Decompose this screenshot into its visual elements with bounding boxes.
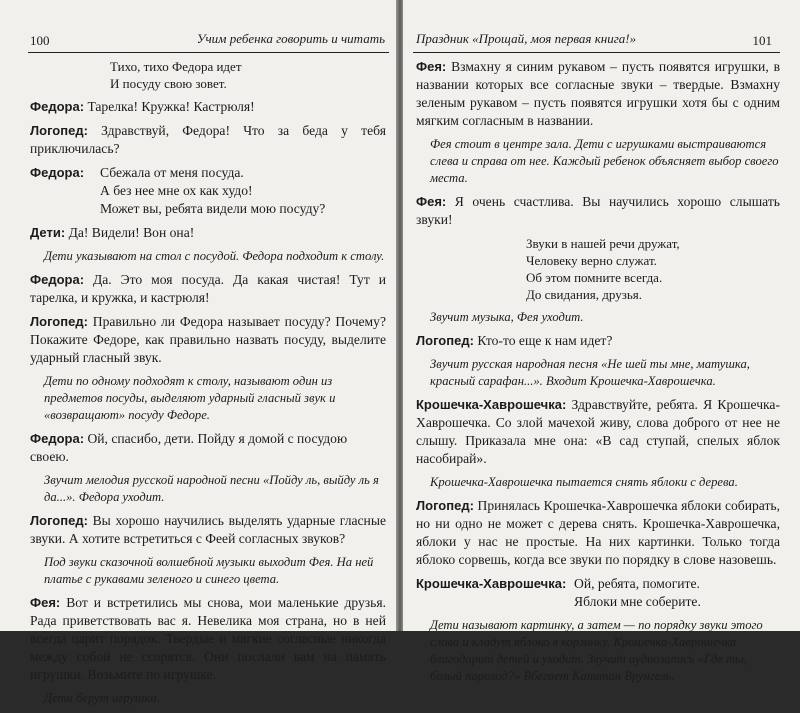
speech-text: Ой, спасибо, дети. Пойду я домой с посудою своею. bbox=[30, 431, 348, 464]
speaker: Федора: bbox=[30, 99, 85, 114]
running-title: Праздник «Прощай, моя первая книга!» bbox=[416, 31, 637, 46]
speaker: Логопед: bbox=[416, 333, 474, 348]
speech bbox=[416, 332, 780, 350]
right-page bbox=[403, 0, 800, 683]
speech bbox=[30, 594, 386, 684]
speaker: Логопед: bbox=[30, 123, 88, 138]
speech-text: Принялась Крошечка-Хаврошечка яблоки собирать, но ни одно не может с дерева снять. Крошечка-Хаврошечка, яблоки у нас не простые. На них картинки. Только тогда яблоко сорвешь, когда все звуки по порядку в слове назовешь. bbox=[416, 498, 780, 567]
stage-direction: Крошечка-Хаврошечка пытается снять яблоки с дерева. bbox=[430, 475, 738, 489]
speech-text: Да. Это моя посуда. Да какая чистая! Тут и тарелка, и кружка, и кастрюля! bbox=[30, 272, 386, 305]
speaker: Федора: bbox=[30, 272, 85, 287]
speech-text: Тарелка! Кружка! Кастрюля! bbox=[87, 99, 255, 114]
speech-text: Правильно ли Федора называет посуду? Почему? Покажите Федоре, как правильно назвать посуду, выделите ударный гласный звук. bbox=[30, 314, 386, 365]
stage-direction: Под звуки сказочной волшебной музыки выходит Фея. На ней платье с рукавами зеленого и синего цвета. bbox=[44, 555, 374, 586]
verse-line: До свидания, друзья. bbox=[526, 287, 642, 302]
stage-direction: Звучит русская народная песня «Не шей ты мне, матушка, красный сарафан...». Входит Крошечка-Хаврошечка. bbox=[430, 357, 750, 388]
speech-text: Я очень счастлива. Вы научились хорошо слышать звуки! bbox=[416, 194, 780, 227]
stage-direction: Дети указывают на стол с посудой. Федора подходит к столу. bbox=[44, 249, 385, 263]
speech-text: Кто-то еще к нам идет? bbox=[477, 333, 613, 348]
stage-direction: Дети берут игрушки. bbox=[44, 691, 160, 705]
left-page bbox=[0, 0, 397, 705]
speech-line: Может вы, ребята видели мою посуду? bbox=[100, 201, 326, 216]
speaker: Дети: bbox=[30, 225, 66, 240]
speech-line: Ой, ребята, помогите. bbox=[574, 576, 700, 591]
speech bbox=[30, 430, 386, 466]
verse-line: Об этом помните всегда. bbox=[526, 270, 663, 285]
speaker: Логопед: bbox=[416, 498, 474, 513]
speech-text: Вот и встретились мы снова, мои маленькие друзья. Рада приветствовать вас я. Невелика моя страна, но в ней всегда царит порядок. Твердые и мягкие согласные никогда между собой не ссорятся. Они послали вам на память игрушки. Возьмите по игрушке. bbox=[30, 595, 387, 682]
speech bbox=[30, 313, 386, 367]
stage-direction: Дети называют картинку, а затем — по порядку звуки этого слова и кладут яблоко в корзинку. Крошечка-Хаврошечка благодарит детей и уходит. Звучит аудиозапись «Где ты, белый пароход?» Вбегает Капитан Врунгель. bbox=[430, 618, 763, 683]
speech-line: А без нее мне ох как худо! bbox=[100, 183, 253, 198]
speech-text: Да! Видели! Вон она! bbox=[68, 225, 195, 240]
speaker: Логопед: bbox=[30, 314, 88, 329]
header-rule bbox=[413, 52, 780, 53]
stage-direction: Фея стоит в центре зала. Дети с игрушками выстраиваются слева и справа от нее. Каждый ребенок объясняет выбор своего места. bbox=[430, 137, 779, 185]
speech bbox=[416, 396, 780, 468]
page-number: 101 bbox=[752, 33, 772, 48]
speaker: Фея: bbox=[416, 194, 447, 209]
page-number: 100 bbox=[30, 33, 50, 48]
speech-text: Вы хорошо научились выделять ударные гласные звуки. А хотите встретиться с Феей согласных звуков? bbox=[30, 513, 386, 546]
verse bbox=[416, 235, 780, 303]
speech bbox=[416, 193, 780, 229]
speech-line: Сбежала от меня посуда. bbox=[100, 165, 244, 180]
speech bbox=[30, 271, 386, 307]
header-rule bbox=[28, 52, 389, 53]
speech-text: Здравствуй, Федора! Что за беда у тебя приключилась? bbox=[30, 123, 386, 156]
verse-line: Звуки в нашей речи дружат, bbox=[526, 236, 680, 251]
speaker: Федора: bbox=[30, 165, 85, 180]
page-text bbox=[30, 58, 386, 713]
stage-direction: Дети по одному подходят к столу, называют один из предметов посуды, выделяют ударный гласный звук и «возвращают» посуду Федоре. bbox=[44, 374, 336, 422]
speech-text: Взмахну я синим рукавом – пусть появятся игрушки, в названии которых все согласные звуки – твердые. Взмахну зеленым рукавом – пусть появятся игрушки хотя бы с одним мягким согласным в названии. bbox=[416, 59, 780, 128]
speaker: Федора: bbox=[30, 431, 85, 446]
speech bbox=[30, 98, 386, 116]
speech-line: Яблоки мне соберите. bbox=[574, 594, 701, 609]
speech bbox=[30, 164, 386, 218]
speech bbox=[416, 497, 780, 569]
speech bbox=[30, 512, 386, 548]
speaker: Крошечка-Хаврошечка: bbox=[416, 397, 567, 412]
verse-line: Тихо, тихо Федора идет bbox=[110, 59, 242, 74]
speech-text: Здравствуйте, ребята. Я Крошечка-Хаврошечка. Со злой мачехой живу, слова доброго от нее не слышу. Приказала мне она: «В сад ступай, спелых яблок насобирай». bbox=[416, 397, 780, 466]
speech bbox=[30, 224, 386, 242]
running-title: Учим ребенка говорить и читать bbox=[196, 31, 385, 46]
speaker: Фея: bbox=[416, 59, 447, 74]
verse-line: И посуду свою зовет. bbox=[110, 76, 227, 91]
verse bbox=[30, 58, 386, 92]
speech bbox=[416, 58, 780, 130]
verse-line: Человеку верно служат. bbox=[526, 253, 657, 268]
page-text bbox=[416, 58, 780, 691]
speaker: Логопед: bbox=[30, 513, 88, 528]
stage-direction: Звучит музыка, Фея уходит. bbox=[430, 310, 584, 324]
speech bbox=[416, 575, 780, 611]
speaker: Крошечка-Хаврошечка: bbox=[416, 576, 567, 591]
speaker: Фея: bbox=[30, 595, 61, 610]
stage-direction: Звучит мелодия русской народной песни «Пойду ль, выйду ль я да...». Федора уходит. bbox=[44, 473, 379, 504]
speech bbox=[30, 122, 386, 158]
